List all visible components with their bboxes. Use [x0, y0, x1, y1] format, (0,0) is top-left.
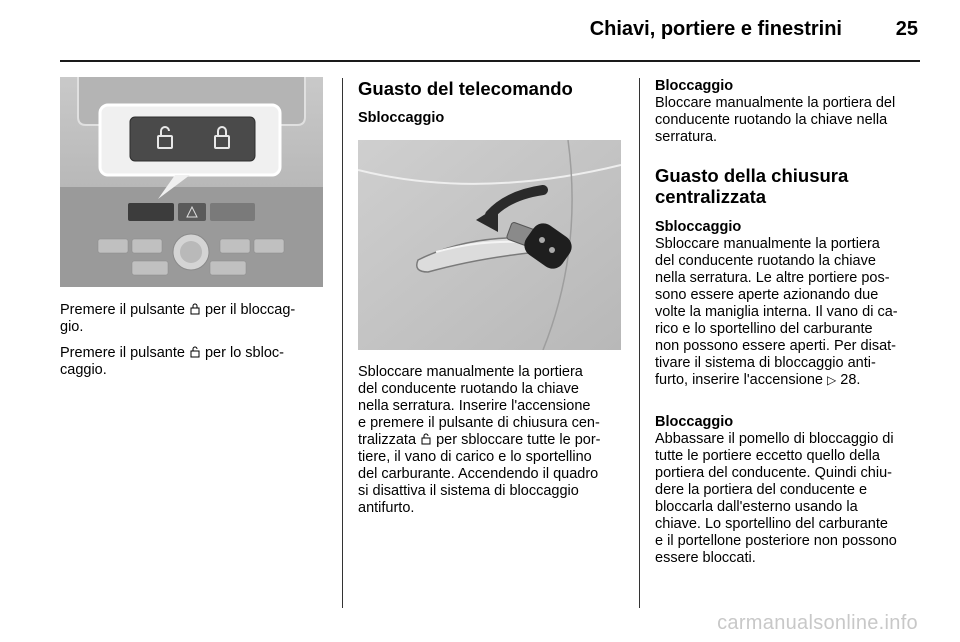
- lock-open-icon: [190, 346, 200, 358]
- subheading-locking: Bloccaggio: [655, 78, 734, 94]
- door-handle-key-illustration: [358, 140, 621, 350]
- column-divider-left: [342, 78, 343, 608]
- column-divider-right: [639, 78, 640, 608]
- block-central-locking: [655, 414, 927, 567]
- page-reference-link[interactable]: 28.: [840, 372, 861, 388]
- block-locking: [655, 78, 925, 146]
- watermark: carmanualsonline.info: [717, 612, 918, 634]
- section-heading-remote-failure: Guasto del telecomando: [358, 78, 573, 99]
- paragraph-central-lock: Abbassare il pomello di bloccaggio di tutte le portiere eccetto quello della portiera del conducente. Quindi chiu- dere la portiera del conducente e bloccarla dall'esterno usando la chiave. Lo sportellino del carburante e il portellone posteriore non possono essere bloccati.: [655, 431, 897, 566]
- page-number: 25: [895, 18, 918, 40]
- lock-open-icon: [421, 433, 431, 445]
- page-reference-icon[interactable]: ▷: [827, 373, 837, 387]
- block-central-unlocking: [655, 219, 927, 389]
- subheading-unlocking: Sbloccaggio: [655, 219, 742, 235]
- paragraph-manual-lock: Bloccare manualmente la portiera del conducente ruotando la chiave nella serratura.: [655, 95, 896, 145]
- dashboard-lock-buttons-illustration: [60, 77, 323, 287]
- running-header-title: Chiavi, portiere e finestrini: [589, 18, 842, 40]
- paragraph-central-unlock: Sbloccare manualmente la portiera del conducente ruotando la chiave nella serratura. Le altre portiere pos- sono essere aperte azionando due volte la maniglia interna. Il vano di ca- rico e lo sportellino del carburante non possono essere aperti. Per disat- tivare il sistema di bloccaggio anti- furto, inserire l'accensione ▷ 28.: [655, 236, 898, 388]
- section-heading-central-locking-failure: Guasto della chiusura centralizzata: [655, 165, 849, 207]
- header-rule: [60, 60, 920, 62]
- subheading-unlocking: Sbloccaggio: [358, 110, 445, 126]
- paragraph-manual-unlock-remote-failure: Sbloccare manualmente la portiera del conducente ruotando la chiave nella serratura. Inserire l'accensione e premere il pulsante di chiusura cen- tralizzata per sbloccare tutte le por- tiere, il vano di carico e lo sportellino del carburante. Accendendo il quadro si disattiva il sistema di bloccaggio antifurto.: [358, 364, 601, 516]
- subheading-locking: Bloccaggio: [655, 414, 734, 430]
- paragraph-lock-instruction: Premere il pulsante per il bloccag- gio.: [60, 302, 296, 335]
- lock-closed-icon: [190, 303, 200, 315]
- paragraph-unlock-instruction: Premere il pulsante per lo sbloc- caggio.: [60, 345, 284, 378]
